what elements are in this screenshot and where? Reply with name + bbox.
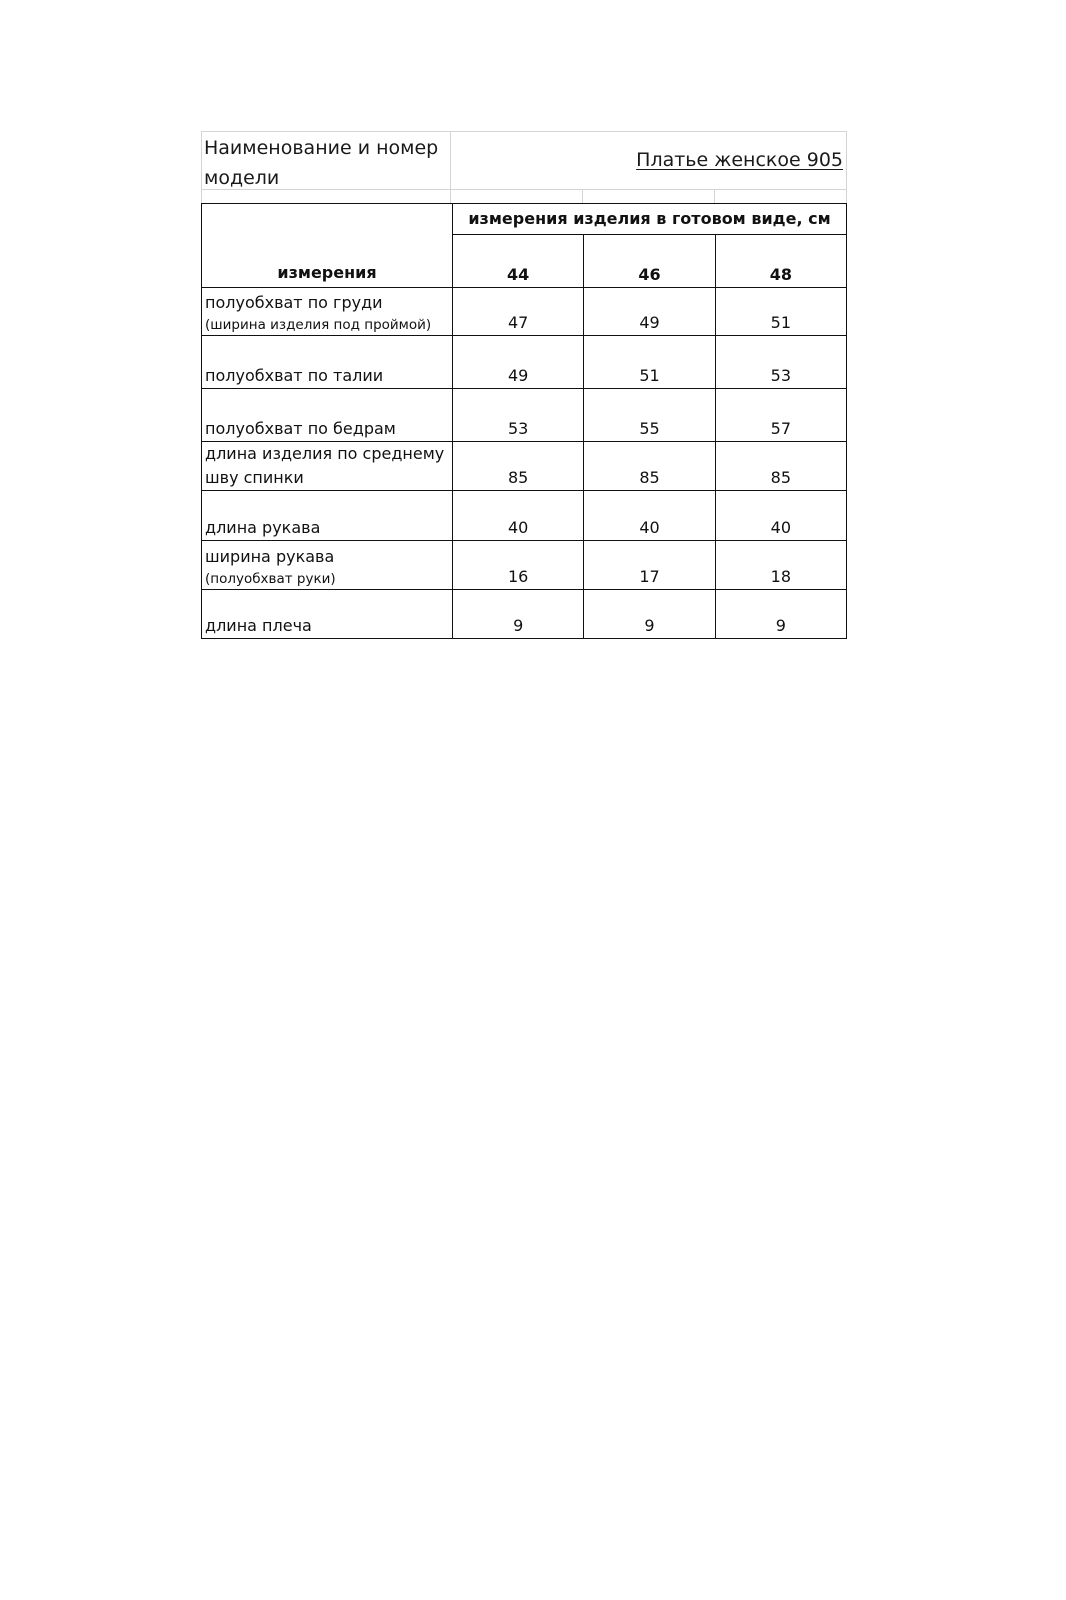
table-row [202,590,847,639]
row-label [202,541,453,590]
cell-value: 49 [584,288,715,336]
model-header [201,131,847,203]
cell-value: 53 [453,389,584,442]
cell-value: 17 [584,541,715,590]
grid-line [846,131,847,203]
cell-value: 18 [715,541,846,590]
cell-value: 53 [715,336,846,389]
row-label [202,491,453,541]
table-row [202,389,847,442]
model-name-label: Наименование и номер модели [204,137,439,189]
measurements-table [201,203,847,639]
row-label-text: длина рукава [205,518,321,537]
param-header: измерения [202,204,453,288]
cell-value: 51 [584,336,715,389]
size-header: 48 [715,235,846,288]
row-label-text: длина плеча [205,616,312,635]
cell-value: 9 [715,590,846,639]
table-row [202,442,847,491]
cell-value: 16 [453,541,584,590]
grid-line [201,131,847,132]
cell-value: 49 [453,336,584,389]
row-label [202,590,453,639]
row-label [202,442,453,491]
table-row [202,491,847,541]
row-label-text: ширина рукава [205,547,335,566]
cell-value: 85 [715,442,846,491]
cell-value: 47 [453,288,584,336]
row-label [202,389,453,442]
model-name-value: Платье женское 905 [636,149,843,171]
cell-value: 40 [584,491,715,541]
size-chart [201,131,847,639]
cell-value: 9 [453,590,584,639]
cell-value: 40 [453,491,584,541]
cell-value: 85 [453,442,584,491]
row-label-text: полуобхват по бедрам [205,419,396,438]
measurements-title: измерения изделия в готовом виде, см [453,204,847,235]
cell-value: 40 [715,491,846,541]
cell-value: 57 [715,389,846,442]
row-label [202,336,453,389]
grid-line [714,189,715,203]
table-row [202,541,847,590]
table-row [202,288,847,336]
size-header: 46 [584,235,715,288]
cell-value: 51 [715,288,846,336]
cell-value: 55 [584,389,715,442]
grid-line [201,131,202,203]
row-label-text: полуобхват по груди [205,293,383,312]
row-label [202,288,453,336]
size-header: 44 [453,235,584,288]
row-label-text: полуобхват по талии [205,366,384,385]
row-label-text: длина изделия по среднему шву спинки [205,444,445,487]
cell-value: 85 [584,442,715,491]
row-label-note: (ширина изделия под проймой) [205,317,432,333]
row-label-note: (полуобхват руки) [205,571,336,587]
grid-line [582,189,583,203]
grid-line [450,131,451,203]
cell-value: 9 [584,590,715,639]
table-row [202,336,847,389]
